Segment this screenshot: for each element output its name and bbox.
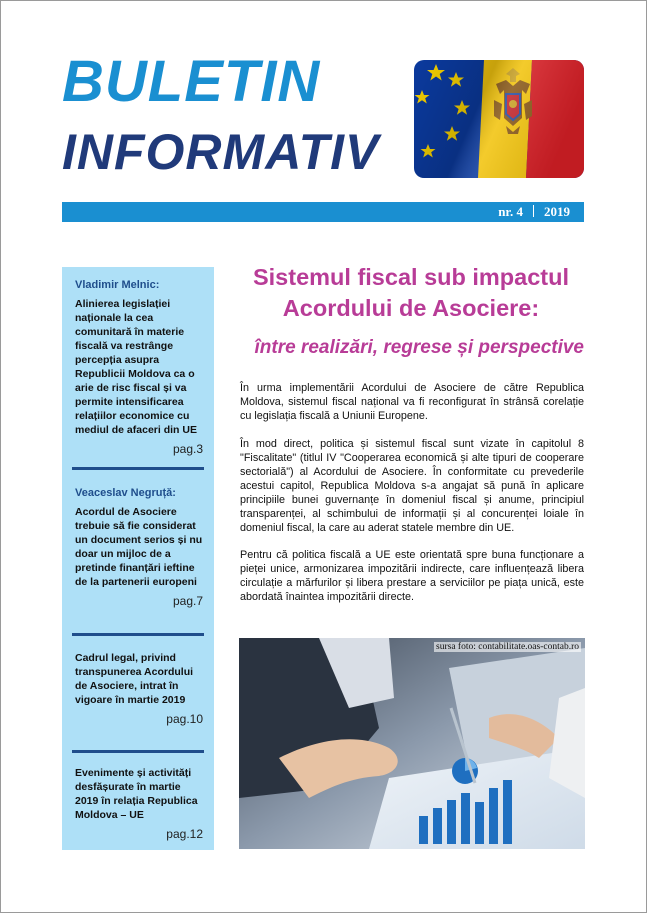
sidebar-divider — [72, 633, 204, 636]
title-informativ: INFORMATIV — [62, 124, 380, 180]
sidebar-item[interactable] — [75, 486, 203, 608]
issue-banner — [62, 202, 584, 222]
title-buletin: BULETIN — [62, 49, 321, 114]
article-paragraph: În mod direct, politica și sistemul fiscal sunt vizate în capitolul 8 "Fiscalitate" (titlul IV "Cooperarea economică și alte tipuri de cooperare sectorială") al Acordului de Asociere. În conformitate cu prevederile acestui capitol, Republica Moldova s-a angajat să pună în aplicare principiile bunei guvernanțe în domeniul fiscal și anume, principiul transparenței, al schimbului de informații și al concurenței loiale în domeniul fiscal, la care au aderat statele membre din UE. — [240, 438, 584, 534]
sidebar-item-page[interactable]: pag.7 — [172, 594, 203, 608]
sidebar-item[interactable] — [75, 278, 203, 456]
article-photo — [239, 638, 585, 849]
article-paragraph: În urma implementării Acordului de Asociere de către Republica Moldova, sistemul fiscal național va fi reconfigurat în strânsă corelație cu legislația fiscală a Uniunii Europene. — [240, 382, 584, 422]
sidebar-item-page[interactable]: pag.12 — [166, 827, 203, 841]
sidebar-divider — [72, 467, 204, 470]
eu-moldova-flag-image — [414, 60, 584, 178]
sidebar-divider — [72, 750, 204, 753]
sidebar-item-author: Vladimir Melnic: — [75, 279, 160, 291]
photo-credit: sursa foto: contabilitate.oas-contab.ro — [436, 642, 579, 652]
issue-number: nr. 4 — [498, 204, 523, 219]
sidebar-item-text: Cadrul legal, privind transpunerea Acordului de Asociere, intrat în vigoare în martie 2019 — [75, 652, 194, 706]
article-subheadline: între realizări, regrese și perspective — [254, 337, 584, 358]
issue-year: 2019 — [544, 204, 570, 219]
article-headline: Sistemul fiscal sub impactul Acordului de Asociere: — [252, 264, 570, 321]
issue-info — [498, 205, 570, 219]
sidebar-item-page[interactable]: pag.3 — [172, 442, 203, 456]
article-paragraph: Pentru că politica fiscală a UE este orientată spre buna funcționare a pieței unice, armonizarea impozitării indirecte, care influențează libera circulație a mărfurilor și libera prestare a serviciilor pe piața unică, este abordată înaintea impozitării directe. — [240, 549, 584, 603]
sidebar-item-page[interactable]: pag.10 — [166, 712, 203, 726]
sidebar-item-text: Evenimente și activități desfășurate în martie 2019 în relația Republica Moldova – UE — [75, 767, 198, 821]
sidebar-item[interactable] — [75, 651, 203, 726]
sidebar-contents — [62, 267, 214, 850]
sidebar-item-author: Veaceslav Negruță: — [75, 487, 176, 499]
sidebar-item-text: Alinierea legislației naționale la cea comunitară în materie fiscală va restrânge percepția asupra Republicii Moldova ca o arie de risc fiscal și va permite intensificarea relațiilor economice cu mediul de afaceri din UE — [75, 298, 197, 436]
issue-divider — [533, 205, 534, 217]
sidebar-item-text: Acordul de Asociere trebuie să fie considerat un document serios și nu doar un mijloc de a pretinde finanțări ieftine de la partenerii europeni — [75, 506, 203, 588]
sidebar-item[interactable] — [75, 766, 203, 841]
